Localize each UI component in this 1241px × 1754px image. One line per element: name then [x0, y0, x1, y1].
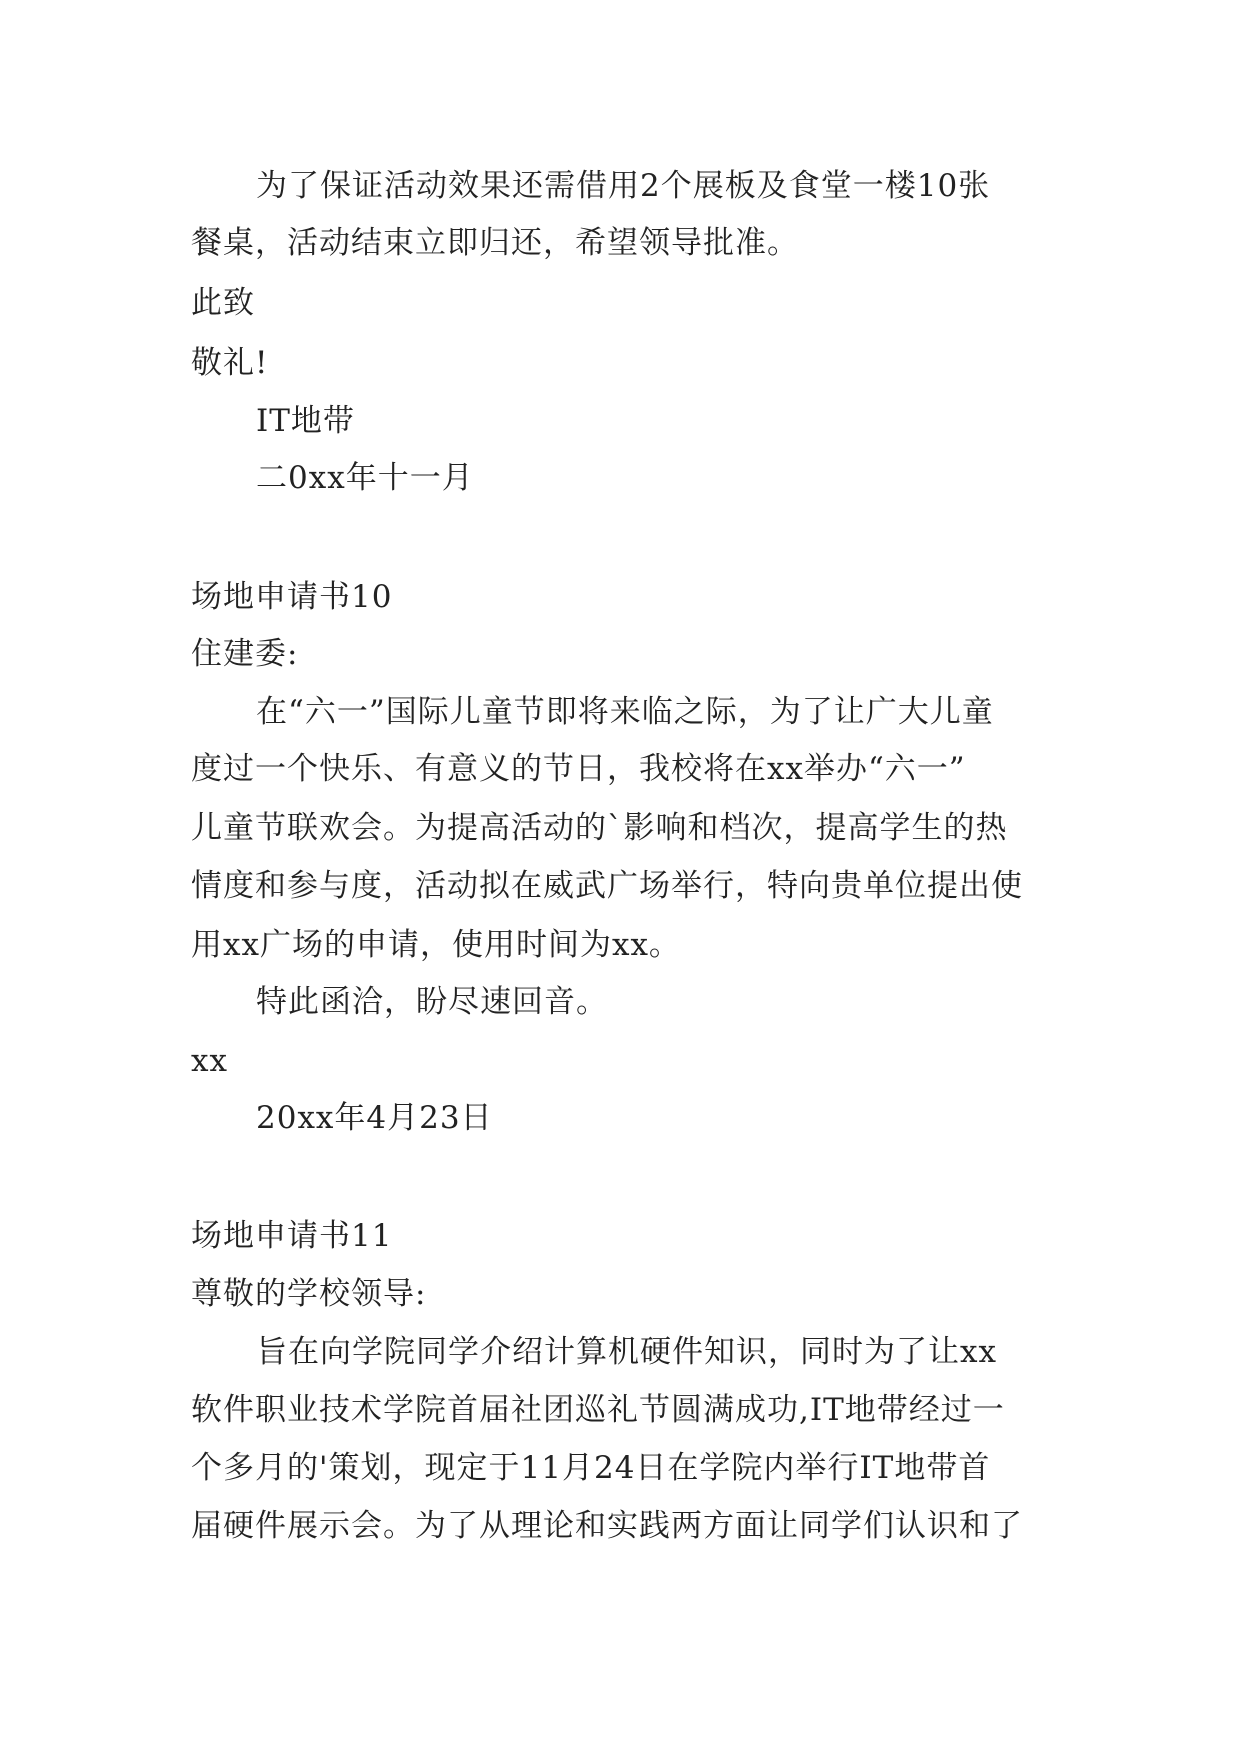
closing-regards: 敬礼! — [191, 345, 269, 381]
signature-date: 二0xx年十一月 — [256, 460, 474, 496]
paragraph-line: 届硬件展示会。为了从理论和实践两方面让同学们认识和了 — [191, 1508, 1023, 1544]
signature-name: xx — [191, 1043, 228, 1079]
paragraph-line: 在“六一”国际儿童节即将来临之际，为了让广大儿童 — [256, 694, 994, 730]
paragraph-line: 为了保证活动效果还需借用2个展板及食堂一楼10张 — [256, 168, 991, 204]
signature-date: 20xx年4月23日 — [256, 1100, 493, 1136]
paragraph-line: 情度和参与度，活动拟在威武广场举行，特向贵单位提出使 — [191, 868, 1023, 904]
paragraph-line: 餐桌，活动结束立即归还，希望领导批准。 — [191, 225, 799, 261]
closing-sentence: 特此函洽，盼尽速回音。 — [256, 984, 608, 1020]
section-title: 场地申请书11 — [191, 1218, 393, 1254]
paragraph-line: 儿童节联欢会。为提高活动的`影响和档次，提高学生的热 — [191, 810, 1008, 846]
paragraph-line: 个多月的'策划，现定于11月24日在学院内举行IT地带首 — [191, 1450, 991, 1486]
paragraph-line: 软件职业技术学院首届社团巡礼节圆满成功,IT地带经过一 — [191, 1392, 1005, 1428]
signature-name: IT地带 — [256, 403, 355, 439]
section-title: 场地申请书10 — [191, 579, 393, 615]
paragraph-line: 用xx广场的申请，使用时间为xx。 — [191, 927, 681, 963]
addressee: 住建委: — [191, 636, 299, 672]
paragraph-line: 旨在向学院同学介绍计算机硬件知识，同时为了让xx — [256, 1334, 997, 1370]
closing-salutation: 此致 — [191, 285, 255, 321]
paragraph-line: 度过一个快乐、有意义的节日，我校将在xx举办“六一” — [191, 751, 966, 787]
addressee: 尊敬的学校领导: — [191, 1276, 427, 1312]
